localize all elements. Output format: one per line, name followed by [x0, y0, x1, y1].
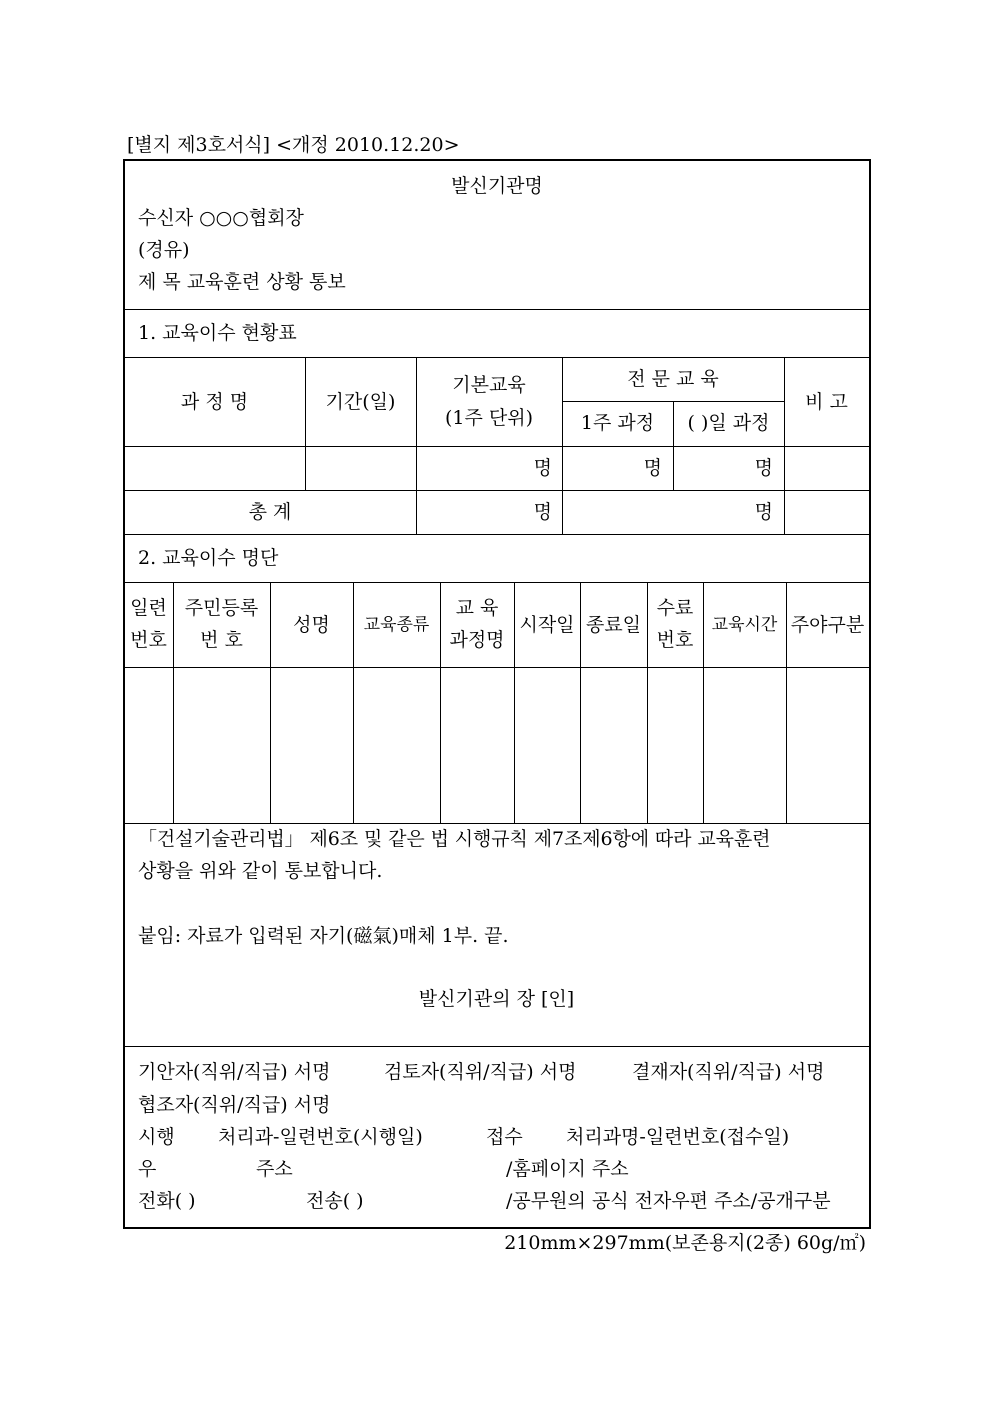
table-line — [124, 534, 869, 535]
divider — [124, 309, 869, 310]
row-days-unit: 명 — [754, 457, 773, 479]
header-rrn: 주민등록 — [184, 597, 259, 619]
attachment: 붙임: 자료가 입력된 자기(磁氣)매체 1부. 끝. — [138, 925, 509, 947]
subject: 제 목 교육훈련 상황 통보 — [138, 271, 346, 293]
signer: 발신기관의 장 [인] — [418, 988, 575, 1010]
header-serial-no: 번호 — [130, 629, 167, 651]
table-line — [124, 667, 869, 668]
enforce-no: 처리과-일련번호(시행일) — [218, 1126, 423, 1148]
section2-title: 2. 교육이수 명단 — [138, 547, 279, 569]
header-hours: 교육시간 — [711, 615, 778, 635]
reviewer: 검토자(직위/직급) 서명 — [384, 1061, 577, 1083]
receipt-no: 처리과명-일련번호(접수일) — [566, 1126, 790, 1148]
enforce: 시행 — [138, 1126, 175, 1148]
notice-line1: 「건설기술관리법」 제6조 및 같은 법 시행규칙 제7조제6항에 따라 교육훈련 — [138, 828, 771, 850]
header-week1: 1주 과정 — [580, 412, 655, 434]
table-line — [124, 823, 869, 824]
org-name: 발신기관명 — [451, 175, 543, 197]
header-special: 전 문 교 육 — [627, 368, 719, 390]
notice-line2: 상황을 위와 같이 통보합니다. — [138, 860, 383, 882]
header-end: 종료일 — [585, 614, 642, 636]
receipt: 접수 — [486, 1126, 523, 1148]
table-line — [124, 446, 869, 447]
via: (경유) — [138, 239, 190, 261]
header-serial: 일련 — [130, 597, 167, 619]
section1-title: 1. 교육이수 현황표 — [138, 322, 297, 344]
header-name: 성명 — [293, 614, 330, 636]
header-cert-no: 번호 — [656, 629, 694, 651]
table-line — [305, 357, 306, 490]
header-edu-course: 교 육 — [455, 597, 499, 619]
drafter: 기안자(직위/직급) 서명 — [138, 1061, 331, 1083]
paper-size: 210mm×297mm(보존용지(2종) 60g/㎡) — [504, 1232, 866, 1254]
header-basic: 기본교육 — [452, 374, 526, 396]
phone: 전화( ) — [138, 1190, 196, 1212]
total-special-unit: 명 — [754, 501, 773, 523]
divider — [124, 1046, 869, 1047]
row-basic-unit: 명 — [533, 457, 552, 479]
divider — [124, 357, 869, 358]
total-label: 총 계 — [248, 501, 292, 523]
table-line — [562, 401, 784, 402]
header-edu-course-name: 과정명 — [449, 629, 505, 651]
approver: 결재자(직위/직급) 서명 — [632, 1061, 825, 1083]
table-line — [124, 490, 869, 491]
header-daynight: 주야구분 — [790, 614, 865, 636]
header-rrn-no: 번 호 — [200, 629, 243, 651]
divider — [124, 582, 869, 583]
header-basic-unit: (1주 단위) — [444, 407, 533, 429]
header-course: 과 정 명 — [180, 391, 249, 413]
header-remarks: 비 고 — [805, 391, 848, 413]
header-days: ( )일 과정 — [687, 412, 770, 434]
header-cert: 수료 — [656, 597, 694, 619]
header-edu-type: 교육종류 — [363, 615, 430, 635]
header-period: 기간(일) — [325, 391, 396, 413]
fax: 전송( ) — [306, 1190, 364, 1212]
recipient: 수신자 ○○○협회장 — [138, 207, 304, 229]
email: /공무원의 공식 전자우편 주소/공개구분 — [506, 1190, 831, 1212]
header-start: 시작일 — [519, 614, 575, 636]
row-week1-unit: 명 — [643, 457, 662, 479]
address: 주소 — [256, 1158, 293, 1180]
cooperator: 협조자(직위/직급) 서명 — [138, 1094, 331, 1116]
total-basic-unit: 명 — [533, 501, 552, 523]
postal: 우 — [138, 1158, 157, 1180]
homepage: /홈페이지 주소 — [506, 1158, 629, 1180]
form-label: [별지 제3호서식] <개정 2010.12.20> — [127, 134, 460, 156]
